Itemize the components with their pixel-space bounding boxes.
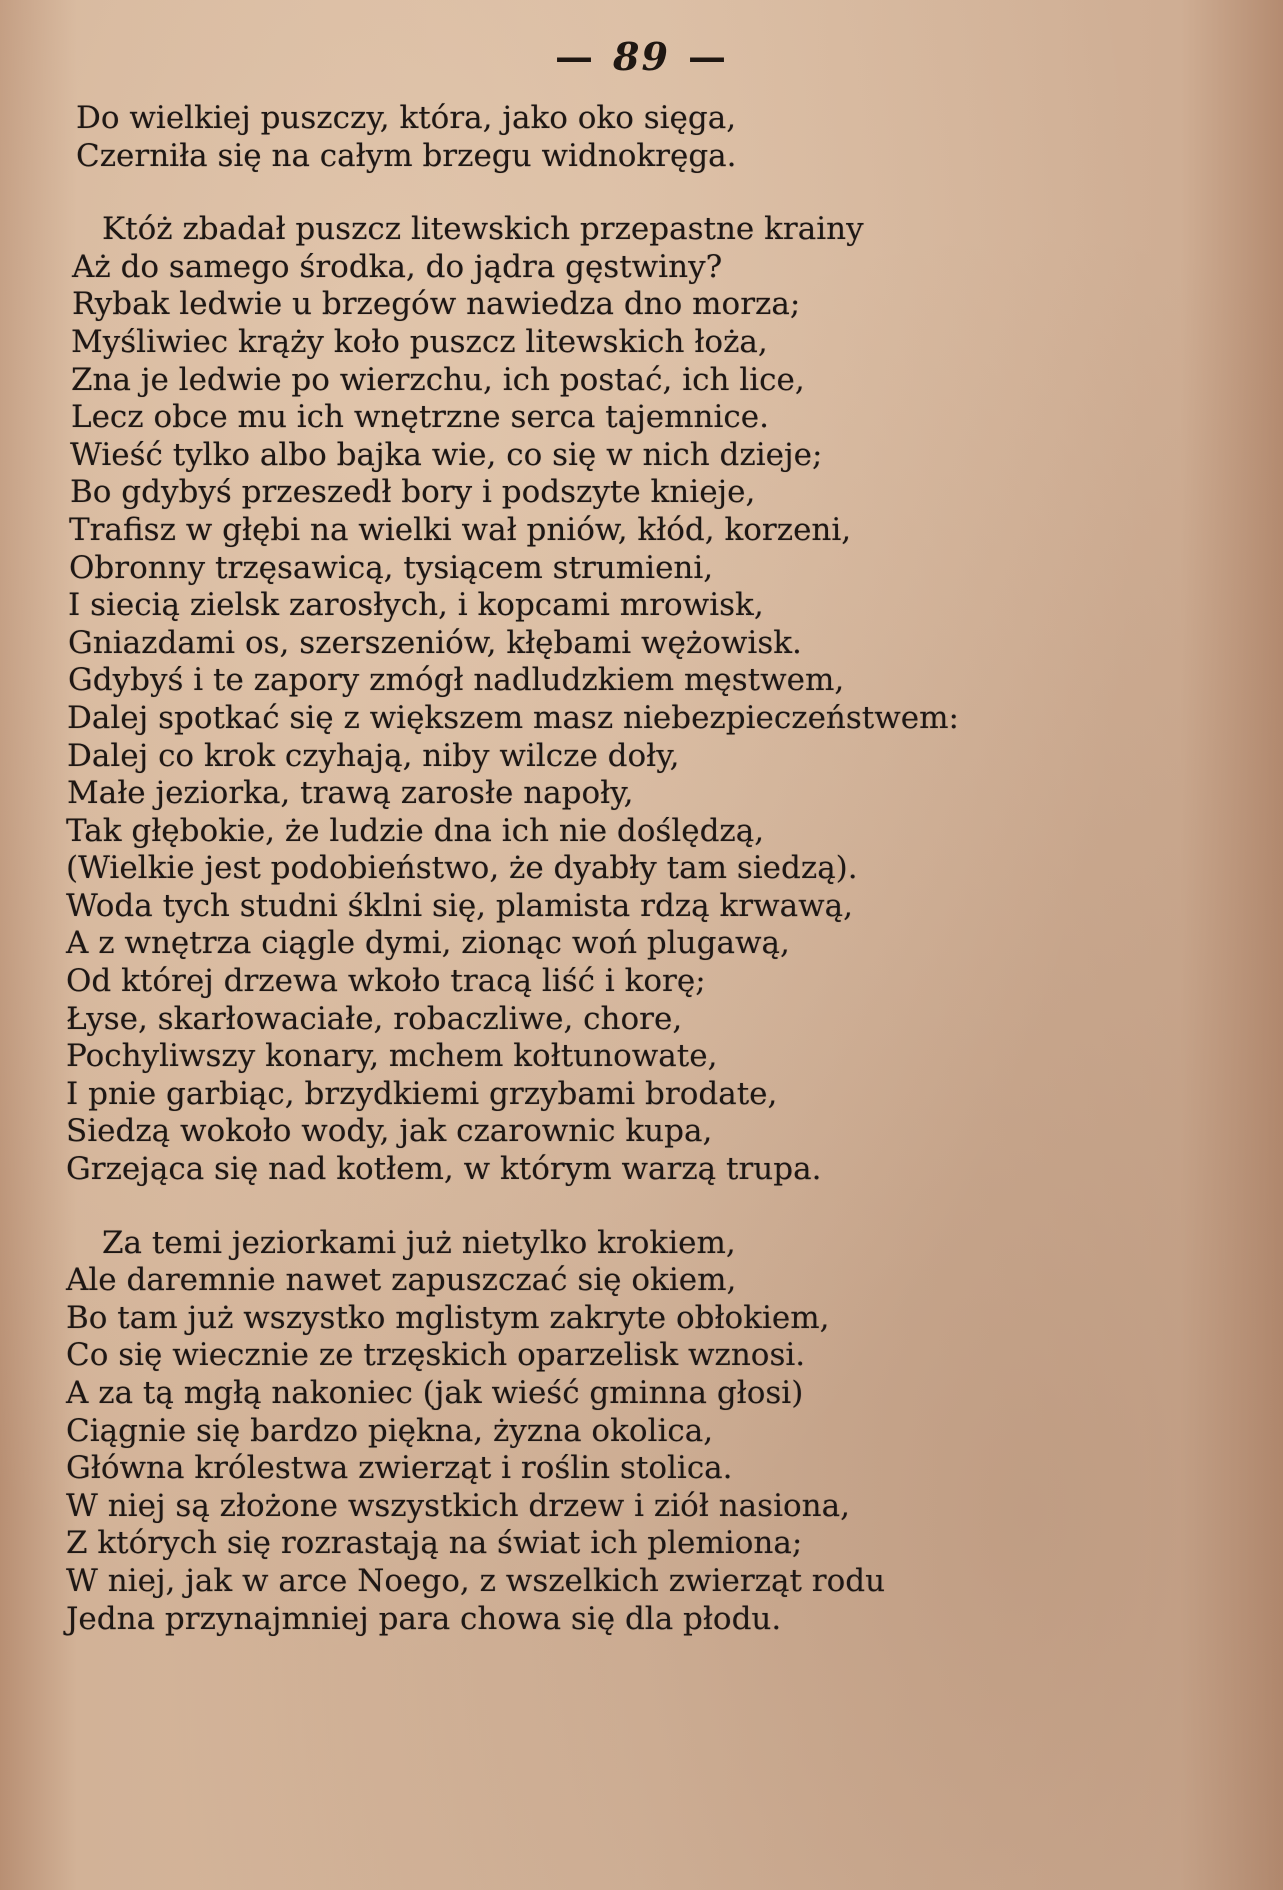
verse-line: Grzejąca się nad kotłem, w którym warzą trupa. [66, 1151, 822, 1188]
verse-line: Od której drzewa wkoło tracą liść i korę; [66, 963, 706, 1000]
verse-line: I siecią zielsk zarosłych, i kopcami mrowisk, [68, 587, 764, 624]
verse-line: Dalej co krok czyhają, niby wilcze doły, [67, 737, 680, 774]
verse-line: Któż zbadał puszcz litewskich przepastne krainy [102, 211, 864, 248]
verse-line: Czerniła się na całym brzegu widnokręga. [76, 137, 737, 174]
verse-line: Gdybyś i te zapory zmógł nadludzkiem męstwem, [68, 662, 845, 699]
stanza-gap [66, 175, 1246, 211]
verse-line: A z wnętrza ciągle dymi, zionąc woń plugawą, [66, 925, 790, 962]
verse-line: Główna królestwa zwierząt i roślin stolica. [66, 1450, 733, 1487]
verse-line: Co się wiecznie ze trzęskich oparzelisk wznosi. [66, 1337, 806, 1374]
verse-line: Ciągnie się bardzo piękna, żyzna okolica, [66, 1412, 714, 1449]
verse-line: Aż do samego środka, do jądra gęstwiny? [72, 248, 723, 285]
page-number-dash-left: — [555, 34, 596, 79]
stanza-1 [66, 100, 1246, 175]
verse-line: W niej są złożone wszystkich drzew i ziół nasiona, [66, 1487, 850, 1524]
verse-line: Jedna przynajmniej para chowa się dla płodu. [66, 1600, 782, 1637]
verse-line: Obronny trzęsawicą, tysiącem strumieni, [69, 549, 714, 586]
verse-line: Bo tam już wszystko mglistym zakryte obłokiem, [66, 1299, 830, 1336]
verse-line: Pochyliwszy konary, mchem kołtunowate, [66, 1038, 718, 1075]
verse-line: Trafisz w głębi na wielki wał pniów, kłód, korzeni, [69, 511, 852, 548]
verse-line: Z których się rozrastają na świat ich plemiona; [66, 1525, 803, 1562]
verse-line: Tak głębokie, że ludzie dna ich nie doślędzą, [66, 812, 765, 849]
verse-line: Ale daremnie nawet zapuszczać się okiem, [66, 1262, 737, 1299]
stanza-2 [66, 211, 1246, 1188]
verse-line: Woda tych studni śklni się, plamista rdzą krwawą, [66, 887, 853, 924]
verse-line: Bo gdybyś przeszedł bory i podszyte knieje, [70, 474, 756, 511]
verse-line: Małe jeziorka, trawą zarosłe napoły, [67, 775, 634, 812]
page-number-dash-right: — [687, 34, 728, 79]
verse-line: Za temi jeziorkami już nietylko krokiem, [102, 1224, 736, 1261]
verse-line: Zna je ledwie po wierzchu, ich postać, ich lice, [71, 361, 805, 398]
page-number [0, 34, 1283, 79]
verse-line: Wieść tylko albo bajka wie, co się w nich dzieje; [70, 436, 823, 473]
verse-line: Gniazdami os, szerszeniów, kłębami wężowisk. [68, 624, 802, 661]
verse-line: W niej, jak w arce Noego, z wszelkich zwierząt rodu [66, 1562, 886, 1599]
verse-line: Myśliwiec krąży koło puszcz litewskich łoża, [71, 323, 768, 360]
verse-line: Rybak ledwie u brzegów nawiedza dno morza; [72, 286, 801, 323]
verse-line: Do wielkiej puszczy, która, jako oko sięga, [76, 100, 737, 136]
page-number-value: 89 [613, 34, 670, 79]
poem-text [66, 100, 1246, 1638]
verse-line: Siedzą wokoło wody, jak czarownic kupa, [66, 1113, 713, 1150]
verse-line: I pnie garbiąc, brzydkiemi grzybami brodate, [66, 1075, 778, 1112]
verse-line: Łyse, skarłowaciałe, robaczliwe, chore, [66, 1000, 683, 1037]
stanza-gap [66, 1189, 1246, 1225]
verse-line: Dalej spotkać się z większem masz niebezpieczeństwem: [67, 699, 959, 736]
verse-line: Lecz obce mu ich wnętrzne serca tajemnice. [71, 399, 769, 436]
verse-line: A za tą mgłą nakoniec (jak wieść gminna głosi) [66, 1375, 804, 1411]
stanza-3 [66, 1225, 1246, 1639]
verse-line: (Wielkie jest podobieństwo, że dyabły tam siedzą). [66, 850, 858, 887]
